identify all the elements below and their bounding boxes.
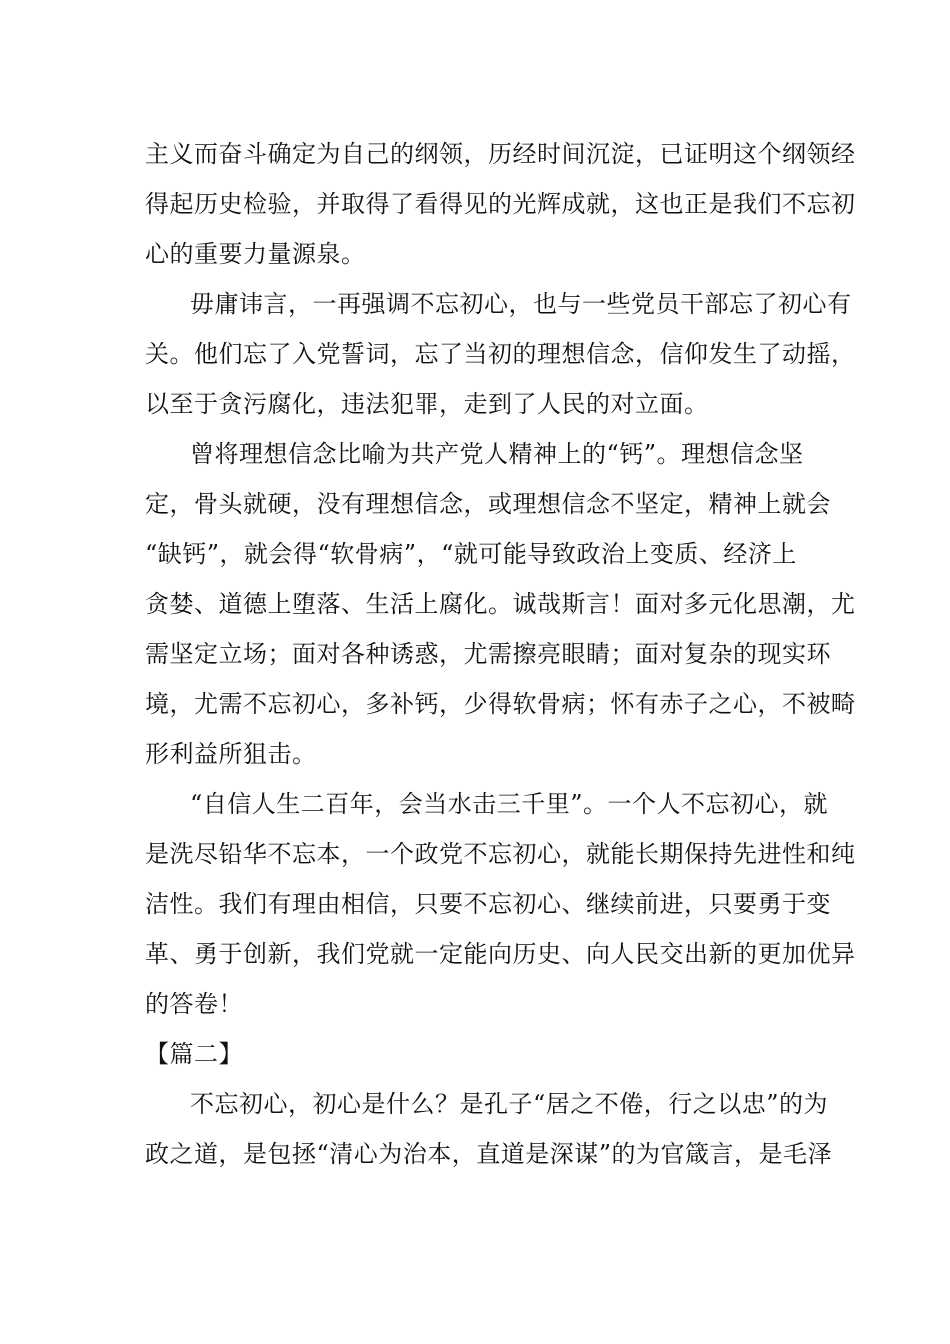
text-line: 境，尤需不忘初心，多补钙，少得软骨病；怀有赤子之心，不被畸 — [145, 690, 856, 718]
paragraph-first-line: 曾将理想信念比喻为共产党人精神上的“钙”。理想信念坚 — [190, 440, 804, 468]
paragraph-first-line: 不忘初心，初心是什么？是孔子“居之不倦，行之以忠”的为 — [190, 1090, 829, 1118]
text-line: 需坚定立场；面对各种诱惑，尤需擦亮眼睛；面对复杂的现实环 — [145, 640, 831, 668]
text-line: 是洗尽铅华不忘本，一个政党不忘初心，就能长期保持先进性和纯 — [145, 840, 856, 868]
text-line: 贪婪、道德上堕落、生活上腐化。诚哉斯言！面对多元化思潮，尤 — [145, 590, 856, 618]
text-line: 的答卷！ — [145, 990, 243, 1018]
section-heading: 【篇二】 — [145, 1040, 243, 1068]
text-line: 心的重要力量源泉。 — [145, 240, 366, 268]
paragraph-first-line: “自信人生二百年，会当水击三千里”。一个人不忘初心，就 — [190, 790, 829, 818]
document-body — [145, 129, 856, 1179]
text-line: 洁性。我们有理由相信，只要不忘初心、继续前进，只要勇于变 — [145, 890, 831, 918]
text-line: 以至于贪污腐化，违法犯罪，走到了人民的对立面。 — [145, 390, 709, 418]
text-line: 得起历史检验，并取得了看得见的光辉成就，这也正是我们不忘初 — [145, 190, 856, 218]
text-line: 关。他们忘了入党誓词，忘了当初的理想信念，信仰发生了动摇， — [145, 340, 856, 368]
text-line: 政之道，是包拯“清心为治本，直道是深谋”的为官箴言，是毛泽 — [145, 1140, 833, 1168]
text-line: 主义而奋斗确定为自己的纲领，历经时间沉淀，已证明这个纲领经 — [145, 140, 856, 168]
text-line: 形利益所狙击。 — [145, 740, 317, 768]
text-line: “缺钙”，就会得“软骨病”，“就可能导致政治上变质、经济上 — [145, 540, 797, 568]
text-line: 革、勇于创新，我们党就一定能向历史、向人民交出新的更加优异 — [145, 940, 856, 968]
text-line: 定，骨头就硬，没有理想信念，或理想信念不坚定，精神上就会 — [145, 490, 831, 518]
paragraph-first-line: 毋庸讳言，一再强调不忘初心，也与一些党员干部忘了初心有 — [190, 290, 852, 318]
